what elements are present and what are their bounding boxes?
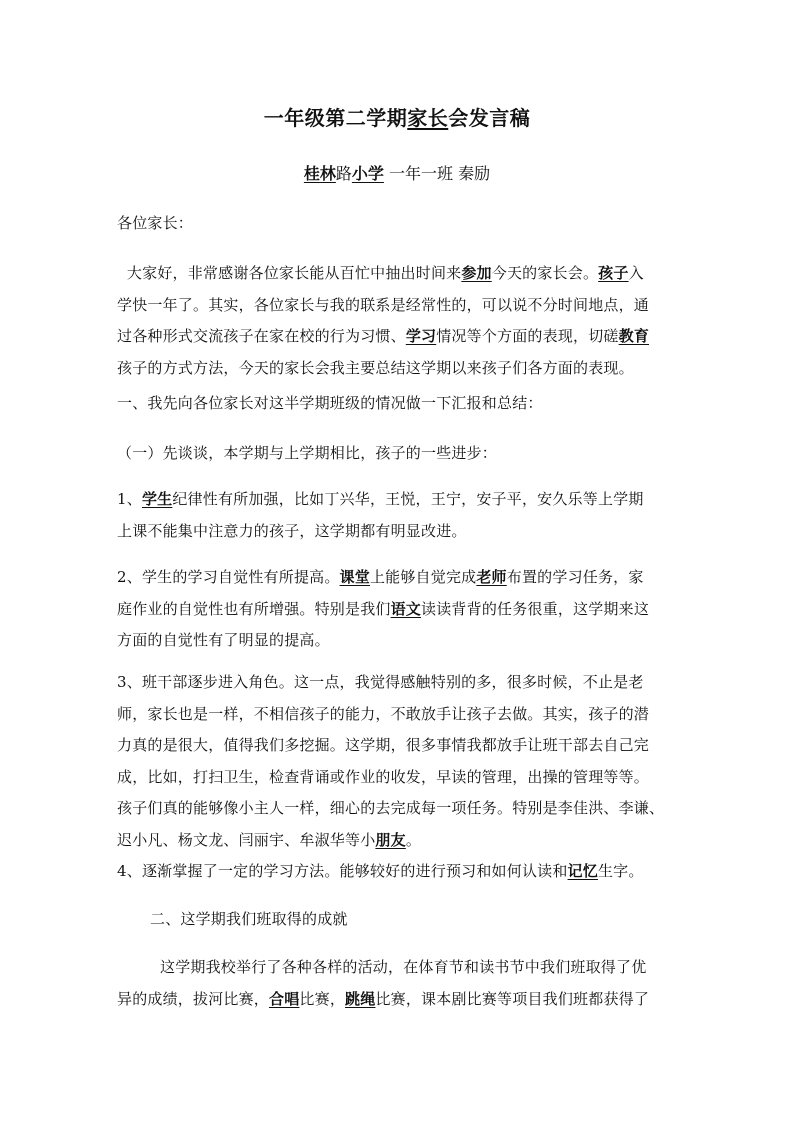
keyword-link[interactable]: 桂林 (303, 164, 336, 183)
item-3-paragraph (117, 667, 677, 856)
text-run: 上能够自觉完成 (369, 568, 477, 586)
paragraph-line: 学快一年了。其实，各位家长与我的联系是经常性的，可以说不分时间地点，通 (117, 295, 650, 314)
text-run: 比赛，课本剧比赛等项目我们班都获得了 (375, 989, 650, 1008)
document-subtitle (0, 162, 794, 186)
section-heading-2: 二、这学期我们班取得的成就 (150, 910, 348, 928)
paragraph-line: 3、班干部逐步进入角色。这一点，我觉得感触特别的多，很多时候，不止是老 (117, 673, 644, 691)
paragraph-line (117, 484, 677, 516)
subtitle-text: 一年一班 秦励 (383, 164, 491, 183)
intro-paragraph (117, 258, 677, 384)
paragraph-line: 成，比如，打扫卫生，检查背诵或作业的收发，早读的管理，出操的管理等等。 (117, 767, 650, 786)
keyword-link[interactable]: 教育 (618, 327, 650, 345)
paragraph-line: 师，家长也是一样，不相信孩子的能力，不敢放手让孩子去做。其实，孩子的潜 (117, 704, 650, 723)
section-heading-1: 一、我先向各位家长对这半学期班级的情况做一下汇报和总结： (117, 394, 543, 412)
text-run: 迟小凡、杨文龙、闫丽宇、牟淑华等小 (117, 830, 376, 849)
text-run: 比赛， (299, 989, 346, 1008)
item-4-paragraph (117, 856, 677, 888)
keyword-link[interactable]: 小学 (351, 164, 384, 183)
paragraph-line (117, 321, 677, 353)
title-keyword-link[interactable]: 家长 (407, 106, 449, 130)
paragraph-line: 上课不能集中注意力的孩子，这学期都有明显改进。 (117, 521, 467, 540)
keyword-link[interactable]: 学生 (141, 490, 173, 508)
paragraph-line (117, 825, 677, 857)
keyword-link[interactable]: 语文 (390, 599, 422, 618)
paragraph-line (117, 984, 677, 1016)
text-run: 入 (628, 264, 644, 282)
text-run: 布置的学习任务，家 (506, 568, 644, 586)
text-run: 读读背背的任务很重，这学期来这 (421, 599, 650, 618)
keyword-link[interactable]: 课堂 (339, 568, 370, 586)
text-run: 4、逐渐掌握了一定的学习方法。能够较好的进行预习和如何认读和 (117, 862, 568, 880)
title-text-part: 会发言稿 (448, 106, 531, 130)
paragraph-line (117, 594, 677, 626)
keyword-link[interactable]: 跳绳 (345, 989, 376, 1008)
subtitle-text: 路 (335, 164, 352, 183)
paragraph-line: 力真的是很大，值得我们多挖掘。这学期，很多事情我都放手让班干部去自己完 (117, 736, 650, 754)
text-run: 1、 (117, 490, 142, 508)
title-text-part: 一年级第二学期 (263, 106, 408, 130)
text-run: 生字。 (597, 862, 644, 880)
item-1-paragraph (117, 484, 677, 547)
text-run: 大家好，非常感谢各位家长能从百忙中抽出时间来 (117, 264, 462, 282)
paragraph-line (117, 258, 677, 290)
text-run: 纪律性有所加强，比如丁兴华，王悦，王宁，安子平，安久乐等上学期 (172, 490, 644, 508)
paragraph-line: 这学期我校举行了各种各样的活动，在体育节和读书节中我们班取得了优 (160, 958, 647, 976)
text-run: 今天的家长会。 (491, 264, 599, 282)
greeting: 各位家长： (117, 214, 194, 232)
paragraph-line: 孩子的方式方法，今天的家长会我主要总结这学期以来孩子们各方面的表现。 (117, 358, 634, 377)
keyword-link[interactable]: 记忆 (567, 862, 598, 880)
keyword-link[interactable]: 老师 (476, 568, 507, 586)
achievements-paragraph (117, 952, 677, 1015)
keyword-link[interactable]: 孩子 (598, 264, 629, 282)
subsection-heading-1: （一）先谈谈，本学期与上学期相比，孩子的一些进步： (117, 444, 498, 462)
paragraph-line (117, 856, 677, 888)
paragraph-line: 孩子们真的能够像小主人一样，细心的去完成每一项任务。特别是李佳洪、李谦、 (117, 799, 665, 817)
keyword-link[interactable]: 参加 (461, 264, 492, 282)
keyword-link[interactable]: 合唱 (269, 989, 300, 1008)
item-2-paragraph (117, 562, 677, 657)
paragraph-line (117, 562, 677, 594)
keyword-link[interactable]: 学习 (405, 327, 437, 345)
keyword-link[interactable]: 朋友 (375, 830, 406, 849)
text-run: 。 (405, 830, 422, 849)
text-run: 庭作业的自觉性也有所增强。特别是我们 (117, 599, 391, 618)
text-run: 情况等个方面的表现，切磋 (436, 327, 619, 345)
text-run: 异的成绩，拔河比赛， (117, 989, 270, 1008)
text-run: 2、学生的学习自觉性有所提高。 (117, 568, 340, 586)
text-run: 过各种形式交流孩子在家在校的行为习惯、 (117, 327, 406, 345)
paragraph-line: 方面的自觉性有了明显的提高。 (117, 631, 330, 649)
document-title (0, 104, 794, 132)
